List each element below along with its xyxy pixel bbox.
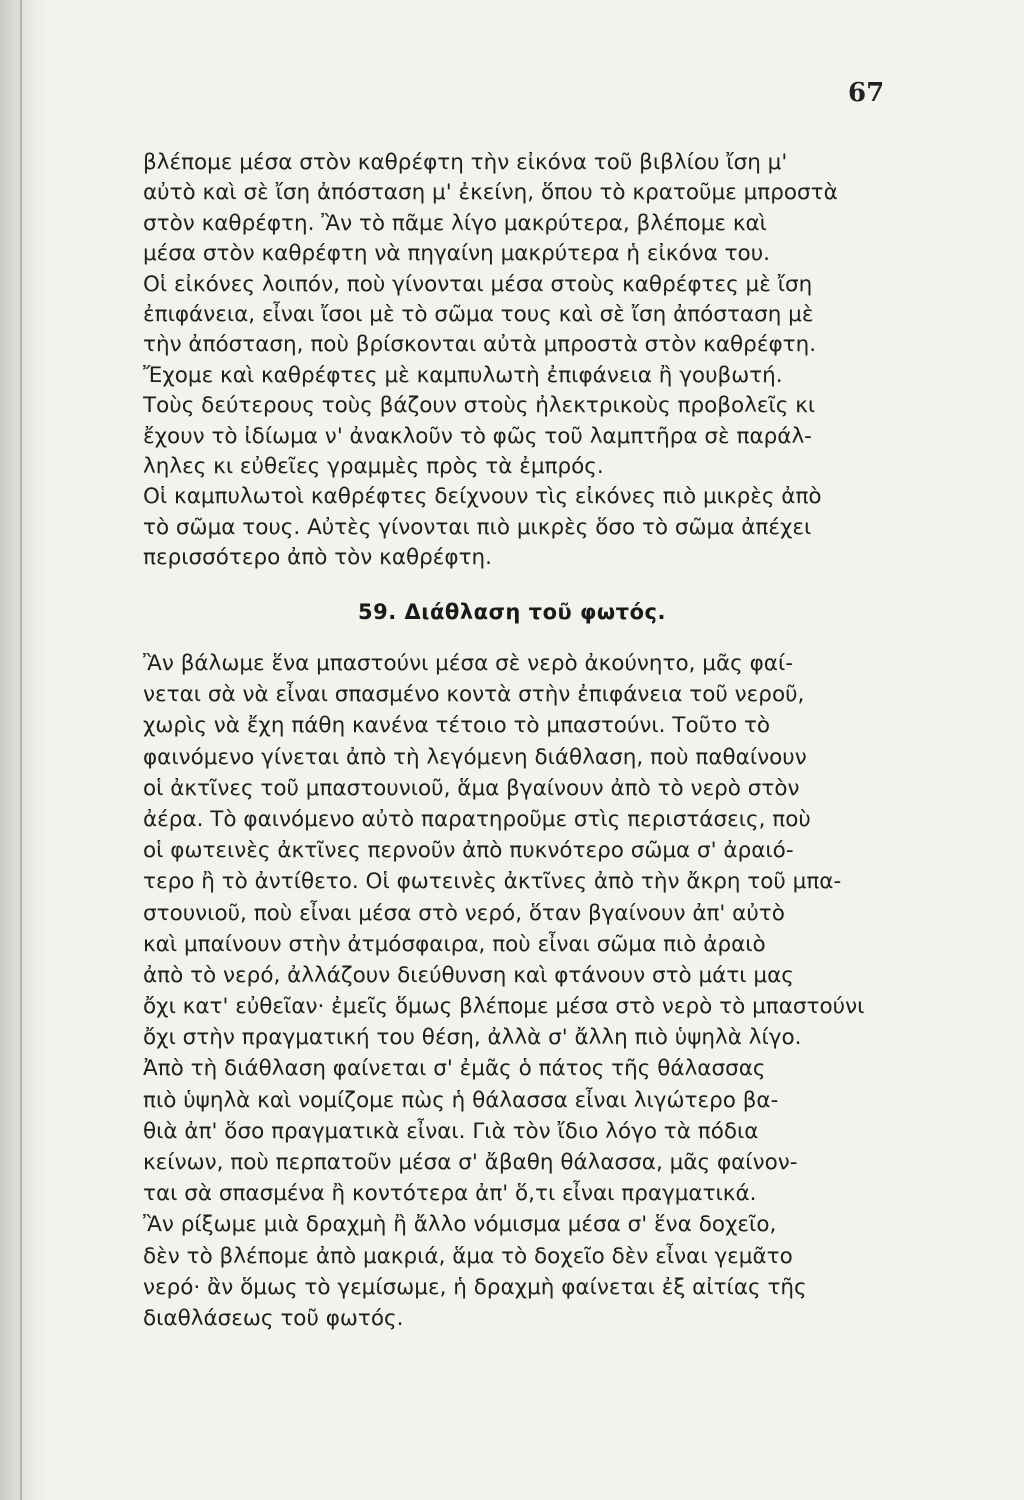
text-line: ται σὰ σπασμένα ἢ κοντότερα ἀπ' ὅ,τι εἶναι πραγματικά. [143, 1181, 757, 1207]
body-text-top [143, 148, 918, 573]
text-line: μέσα στὸν καθρέφτη νὰ πηγαίνη μακρύτερα ἡ εἰκόνα του. [143, 241, 770, 267]
text-line: στὸν καθρέφτη. Ἂν τὸ πᾶμε λίγο μακρύτερα, βλέπομε καὶ [143, 210, 767, 236]
text-line: οἱ φωτεινὲς ἀκτῖνες περνοῦν ἀπὸ πυκνότερο σῶμα σ' ἀραιό- [143, 838, 794, 864]
text-line: τερο ἢ τὸ ἀντίθετο. Οἱ φωτεινὲς ἀκτῖνες ἀπὸ τὴν ἄκρη τοῦ μπα- [143, 869, 842, 895]
text-line: πιὸ ὑψηλὰ καὶ νομίζομε πὼς ἡ θάλασσα εἶναι λιγώτερο βα- [143, 1087, 779, 1113]
binding-edge [20, 0, 22, 1500]
text-line: δὲν τὸ βλέπομε ἀπὸ μακριά, ἅμα τὸ δοχεῖο δὲν εἶναι γεμᾶτο [143, 1243, 793, 1269]
text-line: ὄχι κατ' εὐθεῖαν· ἐμεῖς ὅμως βλέπομε μέσα στὸ νερὸ τὸ μπαστούνι [143, 994, 865, 1020]
page-gutter [0, 0, 46, 1500]
text-line: οἱ ἀκτῖνες τοῦ μπαστουνιοῦ, ἅμα βγαίνουν ἀπὸ τὸ νερὸ στὸν [143, 775, 800, 801]
text-line: Οἱ εἰκόνες λοιπόν, ποὺ γίνονται μέσα στοὺς καθρέφτες μὲ ἴση [143, 271, 813, 297]
text-line: τὸ σῶμα τους. Αὐτὲς γίνονται πιὸ μικρὲς ὅσο τὸ σῶμα ἀπέχει [143, 514, 812, 540]
text-line: κείνων, ποὺ περπατοῦν μέσα σ' ἄβαθη θάλασσα, μᾶς φαίνον- [143, 1150, 798, 1175]
text-line: καὶ μπαίνουν στὴν ἀτμόσφαιρα, ποὺ εἶναι σῶμα πιὸ ἀραιὸ [143, 931, 766, 957]
text-line: Ἂν ρίξωμε μιὰ δραχμὴ ἢ ἄλλο νόμισμα μέσα σ' ἕνα δοχεῖο, [143, 1212, 777, 1238]
text-line: Ἀπὸ τὴ διάθλαση φαίνεται σ' ἐμᾶς ὁ πάτος τῆς θάλασσας [143, 1056, 766, 1082]
text-line: θιὰ ἀπ' ὅσο πραγματικὰ εἶναι. Γιὰ τὸν ἴδιο λόγο τὰ πόδια [143, 1118, 759, 1144]
text-line: Ἂν βάλωμε ἕνα μπαστούνι μέσα σὲ νερὸ ἀκούνητο, μᾶς φαί- [143, 651, 793, 676]
text-line: Οἱ καμπυλωτοὶ καθρέφτες δείχνουν τὶς εἰκόνες πιὸ μικρὲς ἀπὸ [143, 484, 822, 510]
text-line: ληλες κι εὐθεῖες γραμμὲς πρὸς τὰ ἐμπρός. [143, 453, 604, 479]
text-line: νερό· ἂν ὅμως τὸ γεμίσωμε, ἡ δραχμὴ φαίνεται ἐξ αἰτίας τῆς [143, 1274, 807, 1300]
page-number: 67 [848, 78, 885, 108]
text-line: φαινόμενο γίνεται ἀπὸ τὴ λεγόμενη διάθλαση, ποὺ παθαίνουν [143, 744, 807, 770]
text-line: διαθλάσεως τοῦ φωτός. [143, 1305, 404, 1331]
text-line: ἀπὸ τὸ νερό, ἀλλάζουν διεύθυνση καὶ φτάνουν στὸ μάτι μας [143, 962, 794, 988]
text-line: τὴν ἀπόσταση, ποὺ βρίσκονται αὐτὰ μπροστὰ στὸν καθρέφτη. [143, 332, 817, 358]
section-heading: 59. Διάθλαση τοῦ φωτός. [358, 600, 666, 624]
text-line: περισσότερο ἀπὸ τὸν καθρέφτη. [143, 545, 492, 571]
text-line: αὐτὸ καὶ σὲ ἴση ἀπόσταση μ' ἐκείνη, ὅπου τὸ κρατοῦμε μπροστὰ [143, 180, 838, 206]
text-line: Τοὺς δεύτερους τοὺς βάζουν στοὺς ἠλεκτρικοὺς προβολεῖς κι [143, 393, 816, 419]
text-line: χωρὶς νὰ ἔχη πάθη κανένα τέτοιο τὸ μπαστούνι. Τοῦτο τὸ [143, 713, 771, 739]
body-text-section [143, 648, 918, 1334]
text-line: ἀέρα. Τὸ φαινόμενο αὐτὸ παρατηροῦμε στὶς περιστάσεις, ποὺ [143, 806, 811, 832]
text-line: Ἔχομε καὶ καθρέφτες μὲ καμπυλωτὴ ἐπιφάνεια ἢ γουβωτή. [143, 362, 783, 388]
text-line: ὄχι στὴν πραγματική του θέση, ἀλλὰ σ' ἄλλη πιὸ ὑψηλὰ λίγο. [143, 1025, 802, 1051]
text-line: νεται σὰ νὰ εἶναι σπασμένο κοντὰ στὴν ἐπιφάνεια τοῦ νεροῦ, [143, 682, 805, 708]
text-line: ἐπιφάνεια, εἶναι ἴσοι μὲ τὸ σῶμα τους καὶ σὲ ἴση ἀπόσταση μὲ [143, 301, 814, 327]
text-line: ἔχουν τὸ ἰδίωμα ν' ἀνακλοῦν τὸ φῶς τοῦ λαμπτῆρα σὲ παράλ- [143, 423, 812, 449]
text-line: βλέπομε μέσα στὸν καθρέφτη τὴν εἰκόνα τοῦ βιβλίου ἴση μ' [143, 150, 788, 175]
text-line: στουνιοῦ, ποὺ εἶναι μέσα στὸ νερό, ὅταν βγαίνουν ἀπ' αὐτὸ [143, 900, 785, 926]
